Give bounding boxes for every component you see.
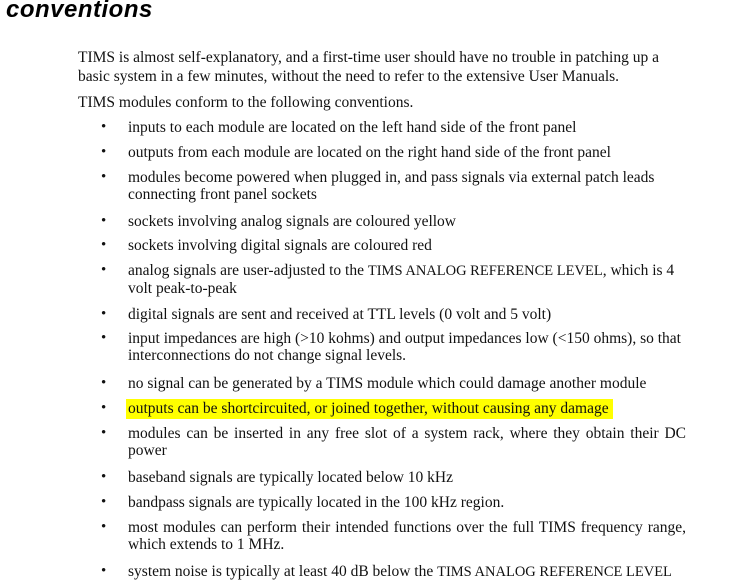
list-item-text: input impedances are high (>10 kohms) and output impedances low (<150 ohms), so that interconnections do not change signal levels. [128, 330, 681, 364]
bullet-icon: • [101, 330, 107, 346]
list-item-text: inputs to each module are located on the left hand side of the front panel [128, 119, 577, 136]
bullet-icon: • [101, 262, 107, 278]
list-item-text: sockets involving digital signals are coloured red [128, 237, 432, 254]
bullet-icon: • [101, 306, 107, 322]
bullet-icon: • [101, 169, 107, 185]
highlighted-text: outputs can be shortcircuited, or joined together, without causing any damage [126, 399, 613, 419]
bullet-icon: • [101, 469, 107, 485]
bullet-icon: • [101, 400, 107, 416]
list-item-text: no signal can be generated by a TIMS module which could damage another module [128, 375, 647, 392]
section-heading: conventions [6, 0, 153, 23]
bullet-icon: • [101, 563, 107, 579]
bullet-icon: • [101, 494, 107, 510]
conventions-intro: TIMS modules conform to the following conventions. [78, 94, 414, 111]
list-item-text: baseband signals are typically located below 10 kHz [128, 469, 453, 486]
bullet-icon: • [101, 237, 107, 253]
bullet-icon: • [101, 144, 107, 160]
bullet-icon: • [101, 425, 107, 441]
list-item-text: outputs from each module are located on the right hand side of the front panel [128, 144, 611, 161]
list-item-text: digital signals are sent and received at TTL levels (0 volt and 5 volt) [128, 306, 552, 323]
list-item-text: modules become powered when plugged in, and pass signals via external patch leads connecting front panel sockets [128, 169, 655, 203]
bullet-icon: • [101, 119, 107, 135]
list-item-text: analog signals are user-adjusted to the TIMS ANALOG REFERENCE LEVEL, which is 4 volt peak-to-peak [128, 262, 675, 297]
bullet-icon: • [101, 375, 107, 391]
list-item-text: system noise is typically at least 40 dB below the TIMS ANALOG REFERENCE LEVEL [128, 563, 672, 580]
reference-level-term: TIMS ANALOG REFERENCE LEVEL [437, 564, 672, 580]
intro-paragraph: TIMS is almost self-explanatory, and a first-time user should have no trouble in patching up a basic system in a few minutes, without the need to refer to the extensive User Manuals. [78, 49, 659, 85]
reference-level-term: TIMS ANALOG REFERENCE LEVEL [367, 263, 603, 279]
list-item-text: modules can be inserted in any free slot of a system rack, where they obtain their DC power [128, 425, 686, 459]
list-item-text: sockets involving analog signals are coloured yellow [128, 213, 457, 230]
list-item-text: most modules can perform their intended functions over the full TIMS frequency range, which extends to 1 MHz. [128, 519, 686, 553]
bullet-icon: • [101, 213, 107, 229]
bullet-icon: • [101, 519, 107, 535]
list-item-text [128, 400, 686, 417]
list-item-text: bandpass signals are typically located in the 100 kHz region. [128, 494, 505, 511]
